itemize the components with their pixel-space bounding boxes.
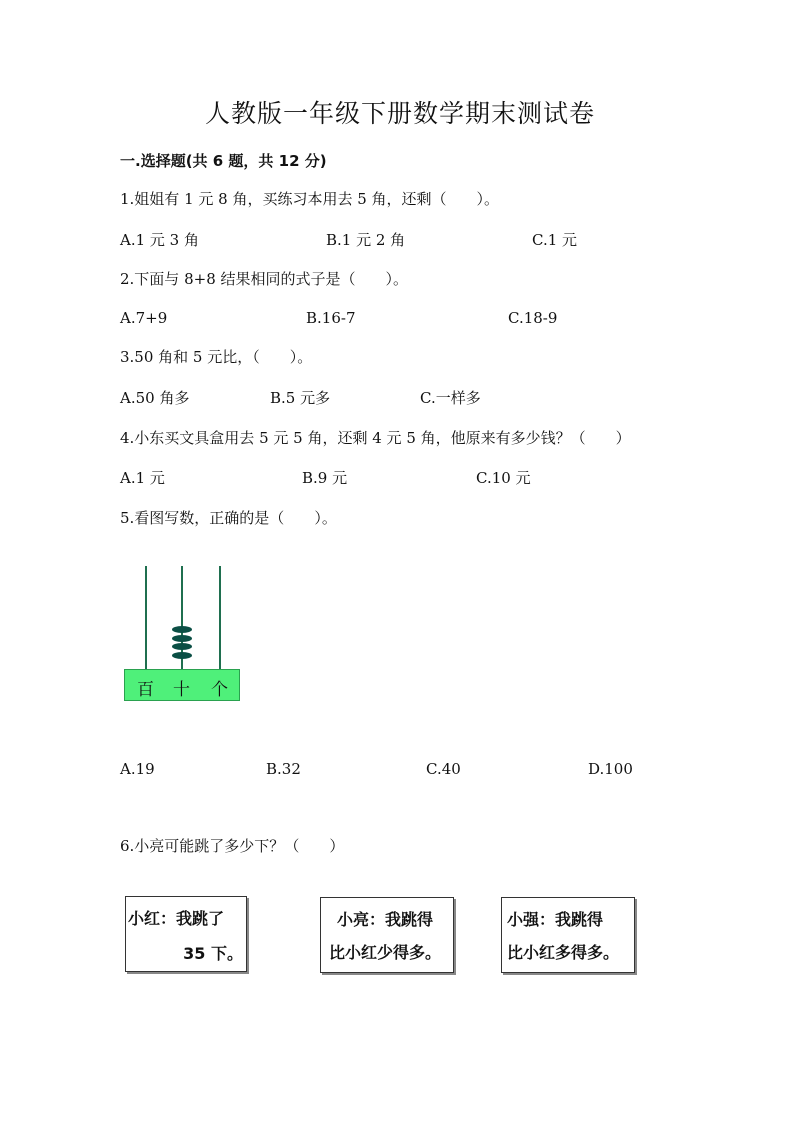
speech-xiaoliang-line2: 比小红少得多。	[329, 943, 442, 962]
abacus-bead-tens	[172, 626, 192, 633]
question-2-stem: 2.下面与 8+8 结果相同的式子是（ ）。	[120, 270, 409, 288]
question-5-option-b: B.32	[266, 760, 301, 778]
speech-box-xiaohong	[125, 896, 247, 972]
speech-box-xiaoliang	[320, 897, 454, 973]
question-1-option-c: C.1 元	[532, 231, 578, 249]
speech-xiaoqiang-line1: 小强：我跳得	[507, 910, 604, 929]
question-5-option-a: A.19	[120, 760, 155, 778]
section-heading: 一.选择题(共 6 题，共 12 分)	[120, 152, 327, 170]
question-3-option-a: A.50 角多	[120, 389, 190, 407]
page-title: 人教版一年级下册数学期末测试卷	[204, 99, 595, 128]
question-3-option-b: B.5 元多	[270, 389, 331, 407]
question-3-option-c: C.一样多	[420, 389, 481, 407]
speech-xiaoliang-line1: 小亮：我跳得	[337, 910, 434, 929]
abacus-rod-hundreds	[145, 566, 147, 670]
question-2-option-b: B.16-7	[306, 309, 356, 327]
question-4-option-a: A.1 元	[120, 469, 165, 487]
question-5-option-d: D.100	[588, 760, 633, 778]
question-6-stem: 6.小亮可能跳了多少下？（ ）	[120, 837, 345, 855]
abacus-rod-ones	[219, 566, 221, 670]
question-1-option-a: A.1 元 3 角	[120, 231, 199, 249]
question-5-stem: 5.看图写数，正确的是（ ）。	[120, 509, 337, 527]
question-1-stem: 1.姐姐有 1 元 8 角，买练习本用去 5 角，还剩（ ）。	[120, 190, 500, 208]
abacus-bead-tens	[172, 652, 192, 659]
abacus-label-ones: 个	[211, 680, 228, 700]
question-3-stem: 3.50 角和 5 元比，（ ）。	[120, 348, 313, 366]
abacus-bead-tens	[172, 635, 192, 642]
question-2-option-c: C.18-9	[508, 309, 558, 327]
abacus-base	[124, 669, 240, 701]
speech-xiaohong-line2: 35 下。	[183, 944, 243, 963]
speech-xiaoqiang-line2: 比小红多得多。	[507, 943, 620, 962]
question-1-option-b: B.1 元 2 角	[326, 231, 406, 249]
question-4-option-c: C.10 元	[476, 469, 531, 487]
speech-box-xiaoqiang	[501, 897, 635, 973]
question-4-option-b: B.9 元	[302, 469, 348, 487]
question-4-stem: 4.小东买文具盒用去 5 元 5 角，还剩 4 元 5 角，他原来有多少钱？（ ）	[120, 429, 631, 447]
speech-xiaohong-line1: 小红：我跳了	[128, 909, 225, 928]
abacus-bead-tens	[172, 643, 192, 650]
question-2-option-a: A.7+9	[120, 309, 168, 327]
question-5-option-c: C.40	[426, 760, 461, 778]
abacus-label-hundreds: 百	[137, 680, 154, 700]
abacus-label-tens: 十	[173, 680, 190, 700]
